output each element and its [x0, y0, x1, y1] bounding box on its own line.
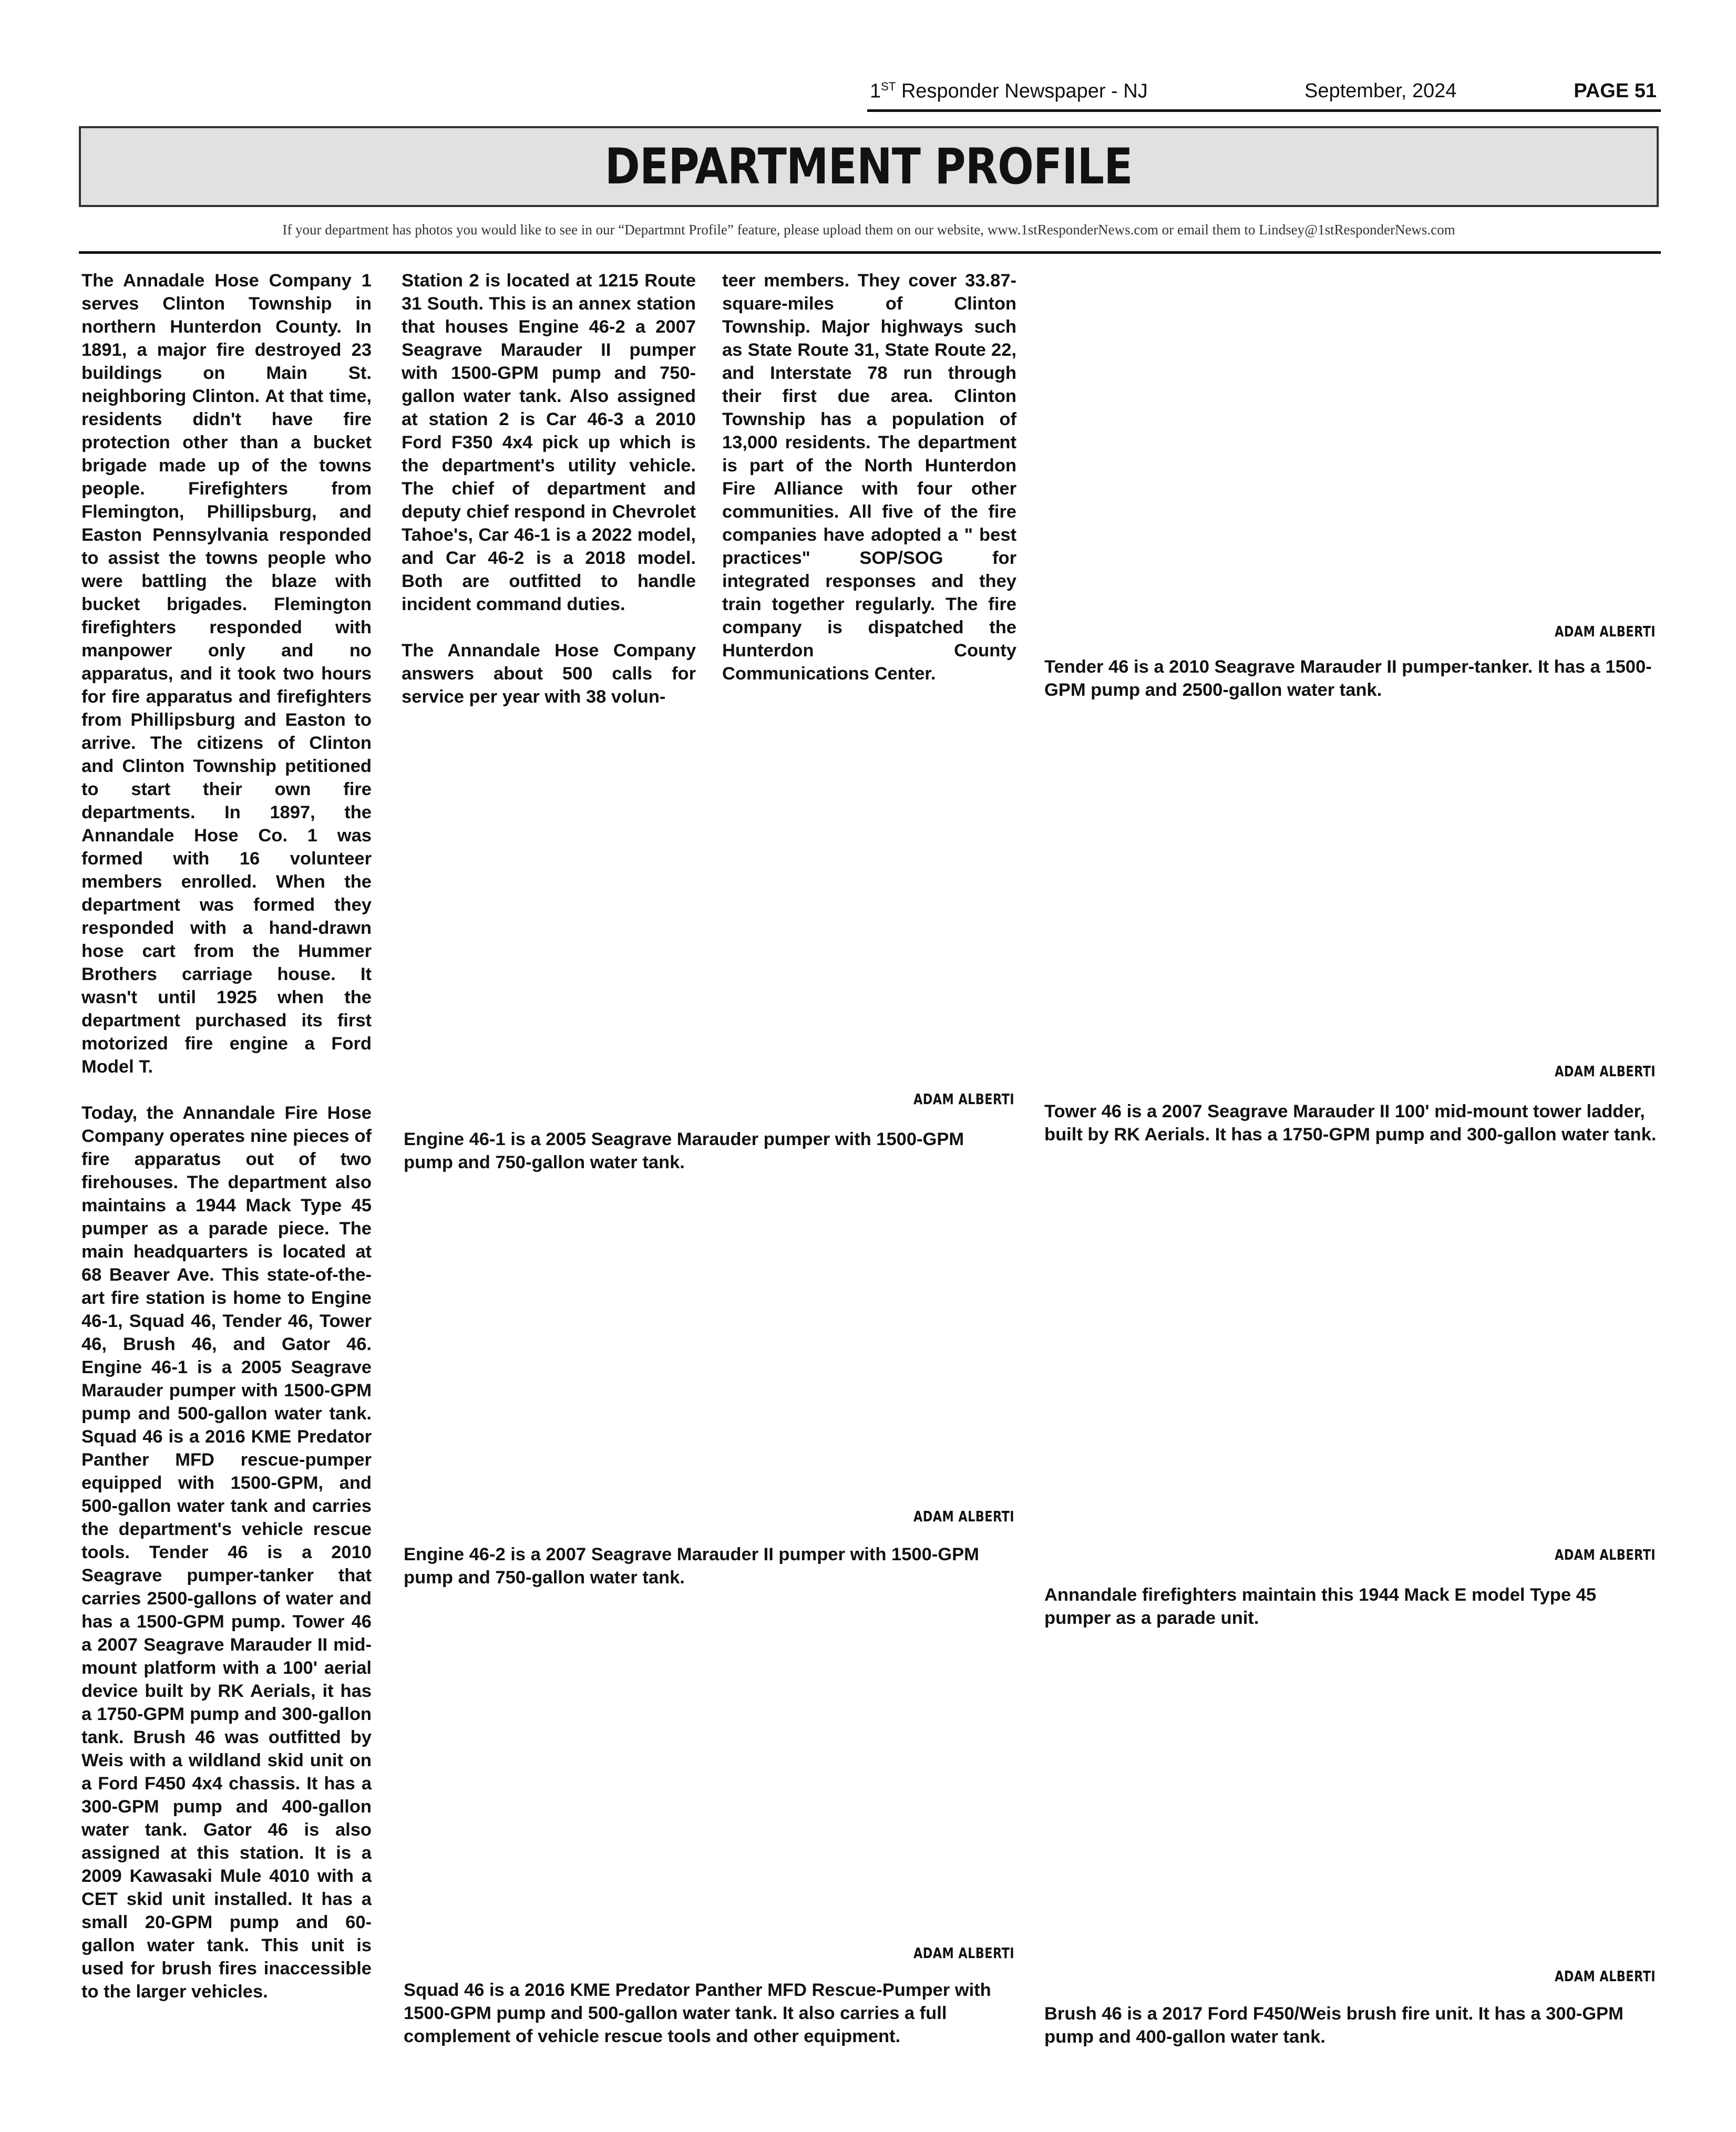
header-divider — [79, 251, 1661, 254]
article-paragraph: The Annadale Hose Company 1 serves Clinton Township in northern Hunterdon County. In 1891, a major fire destroyed 23 buildings on Main St. neighboring Clinton. At that time, residents didn't have fire protection other than a bucket brigade made up of the towns people. Firefighters from Flemington, Phillipsburg, and Easton Pennsylvania responded to assist the towns people who were battling the blaze with bucket brigades. Flemington firefighters responded with manpower only and no apparatus, and it took two hours for fire apparatus and firefighters from Phillipsburg and Easton to arrive. The citizens of Clinton and Clinton Township petitioned to start their own fire departments. In 1897, the Annandale Hose Co. 1 was formed with 16 volunteer members enrolled. When the department was formed they responded with a hand-drawn hose cart from the Hummer Brothers carriage house. It wasn't until 1925 when the department purchased its first motorized fire engine a Ford Model T. — [81, 271, 372, 1077]
page-number: PAGE 51 — [1574, 80, 1657, 102]
photo-credit-tower: ADAM ALBERTI — [1555, 1063, 1656, 1080]
submission-note: If your department has photos you would like to see in our “Departmnt Profile” feature, please upload them on our website, www.1stResponderNews.com or email them to Lindsey@1stResponderNews.com — [282, 222, 1455, 238]
section-banner — [79, 126, 1659, 207]
photo-credit-squad: ADAM ALBERTI — [913, 1944, 1014, 1962]
col2-continuation-text: The Annandale Hose Company answers about 500 calls for service per year with 38 volun- — [402, 641, 696, 707]
caption-engine2: Engine 46-2 is a 2007 Seagrave Marauder II pumper with 1500-GPM pump and 750-gallon water tank. — [404, 1544, 979, 1588]
caption-engine1: Engine 46-1 is a 2005 Seagrave Marauder pumper with 1500-GPM pump and 750-gallon water tank. — [404, 1129, 964, 1172]
photo-credit-tender: ADAM ALBERTI — [1555, 623, 1656, 640]
col3-continuation-text: teer members. They cover 33.87-square-miles of Clinton Township. Major highways such as State Route 31, State Route 22, and Interstate 78 run through their first due area. Clinton Township has a population of 13,000 residents. The department is part of the North Hunterdon Fire Alliance with four other communities. All five of the fire companies have adopted a " best practices" SOP/SOG for integrated responses and they train together regularly. The fire company is dispatched the Hunterdon County Communications Center. — [722, 271, 1016, 684]
article-paragraph: Station 2 is located at 1215 Route 31 South. This is an annex station that houses Engine 46-2 a 2007 Seagrave Marauder II pumper with 1500-GPM pump and 750-gallon water tank. Also assigned at station 2 is Car 46-3 a 2010 Ford F350 4x4 pick up which is the department's utility vehicle. The chief of department and deputy chief respond in Chevrolet Tahoe's, Car 46-1 is a 2022 model, and Car 46-2 is a 2018 model. Both are outfitted to handle incident command duties. — [402, 271, 696, 614]
article-paragraph-continued — [402, 639, 696, 708]
page-header — [867, 79, 1661, 112]
photo-credit-brush: ADAM ALBERTI — [1555, 1968, 1656, 1985]
article-column-2 — [402, 269, 696, 708]
article-column-3 — [722, 269, 1016, 685]
photo-credit-engine1: ADAM ALBERTI — [913, 1090, 1014, 1108]
issue-date: September, 2024 — [1304, 80, 1457, 102]
article-column-1 — [81, 269, 372, 2003]
caption-brush: Brush 46 is a 2017 Ford F450/Weis brush fire unit. It has a 300-GPM pump and 400-gallon water tank. — [1044, 2004, 1624, 2047]
publication-superscript: ST — [881, 80, 896, 93]
article-paragraph: Today, the Annandale Fire Hose Company operates nine pieces of fire apparatus out of two firehouses. The department also maintains a 1944 Mack Type 45 pumper as a parade piece. The main headquarters is located at 68 Beaver Ave. This state-of-the-art fire station is home to Engine 46-1, Squad 46, Tender 46, Tower 46, Brush 46, and Gator 46. Engine 46-1 is a 2005 Seagrave Marauder pumper with 1500-GPM pump and 500-gallon water tank. Squad 46 is a 2016 KME Predator Panther MFD rescue-pumper equipped with 1500-GPM, and 500-gallon water tank and carries the department's vehicle rescue tools. Tender 46 is a 2010 Seagrave pumper-tanker that carries 2500-gallons of water and has a 1500-GPM pump. Tower 46 a 2007 Seagrave Marauder II mid-mount platform with a 100' aerial device built by RK Aerials, it has a 1750-GPM pump and 300-gallon tank. Brush 46 was outfitted by Weis with a wildland skid unit on a Ford F450 4x4 chassis. It has a 300-GPM pump and 400-gallon water tank. Gator 46 is also assigned at this station. It is a 2009 Kawasaki Mule 4010 with a CET skid unit installed. It has a small 20-GPM pump and 60-gallon water tank. This unit is used for brush fires inaccessible to the larger vehicles. — [81, 1103, 372, 2002]
caption-squad: Squad 46 is a 2016 KME Predator Panther MFD Rescue-Pumper with 1500-GPM pump and 500-gallon water tank. It also carries a full complement of vehicle rescue tools and other equipment. — [404, 1980, 991, 2046]
section-title: DEPARTMENT PROFILE — [605, 138, 1133, 195]
caption-mack: Annandale firefighters maintain this 1944 Mack E model Type 45 pumper as a parade unit. — [1044, 1585, 1597, 1628]
publication-name: 1ST Responder Newspaper - NJ — [870, 80, 1148, 102]
photo-credit-mack: ADAM ALBERTI — [1555, 1546, 1656, 1563]
caption-tender: Tender 46 is a 2010 Seagrave Marauder II pumper-tanker. It has a 1500-GPM pump and 2500-gallon water tank. — [1044, 657, 1652, 700]
article-paragraph-end — [722, 269, 1016, 685]
photo-credit-engine2: ADAM ALBERTI — [913, 1508, 1014, 1525]
caption-tower: Tower 46 is a 2007 Seagrave Marauder II 100' mid-mount tower ladder, built by RK Aerials. It has a 1750-GPM pump and 300-gallon water tank. — [1044, 1101, 1657, 1145]
